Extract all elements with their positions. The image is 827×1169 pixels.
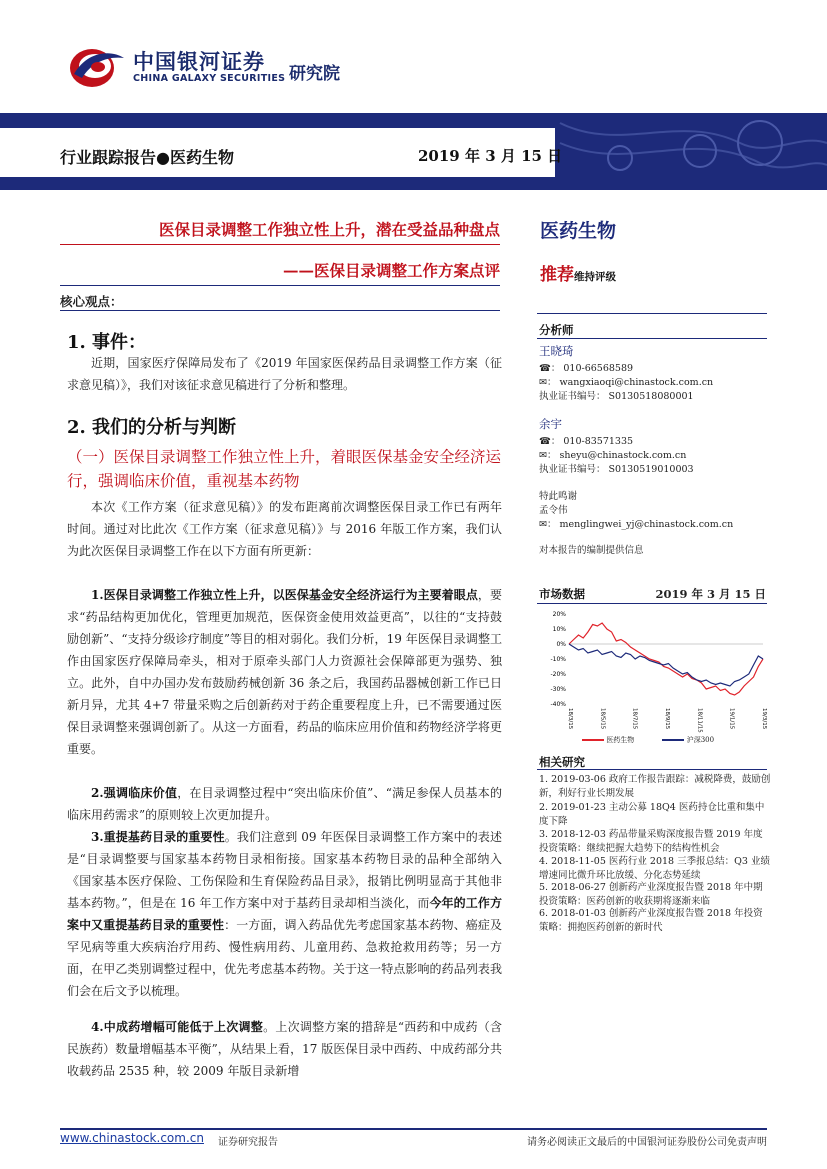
title-divider <box>60 244 500 245</box>
point-3-heading: 3.重提基药目录的重要性 <box>91 830 225 844</box>
x-tick-label: 18/9/15 <box>664 708 670 730</box>
footer-divider <box>60 1128 767 1130</box>
paragraph-point-2 <box>67 782 502 826</box>
analyst-1-name: 王晓琦 <box>539 344 574 358</box>
x-tick-label: 18/5/15 <box>599 708 606 730</box>
analyst-2-email[interactable]: ✉： sheyu@chinastock.com.cn <box>539 450 687 461</box>
point-2-heading: 2.强调临床价值 <box>91 786 178 800</box>
point-4-heading: 4.中成药增幅可能低于上次调整 <box>91 1020 264 1034</box>
section-2-subheading: （一）医保目录调整工作独立性上升，着眼医保基金安全经济运行，强调临床价值，重视基本药物 <box>67 448 502 490</box>
y-tick-label: 0% <box>556 641 566 648</box>
related-item[interactable]: 2. 2019-01-23 主动公募 18Q4 医药持仓比重和集中度下降 <box>539 802 765 827</box>
analyst-2-name: 余宇 <box>539 417 562 431</box>
x-tick-label: 18/3/15 <box>567 708 573 730</box>
related-divider <box>537 769 767 770</box>
related-item[interactable]: 4. 2018-11-05 医药行业 2018 三季报总结：Q3 业绩增速同比微升环比放缓、分化态势延续 <box>539 856 770 881</box>
paragraph-point-4 <box>67 1016 502 1082</box>
chart-legend <box>582 735 714 745</box>
x-tick-label: 18/7/15 <box>631 708 638 730</box>
point-1-heading: 1.医保目录调整工作独立性上升，以医保基金安全经济运行为主要着眼点 <box>91 588 478 602</box>
analyst-1-email[interactable]: ✉： wangxiaoqi@chinastock.com.cn <box>539 377 714 388</box>
sidebar-divider <box>537 313 767 314</box>
thanks-email[interactable]: ✉： menglingwei_yj@chinastock.com.cn <box>539 519 734 530</box>
x-tick-label: 19/3/15 <box>761 708 767 730</box>
disclaimer-note: 请务必阅读正文最后的中国银河证券股份公司免责声明 <box>527 1137 767 1148</box>
legend-label-medicine: 医药生物 <box>606 736 635 744</box>
point-3-emphasis: 今年的工作方案中又重提基药目录的重要性 <box>67 896 502 932</box>
institute-label: 研究院 <box>289 64 340 84</box>
core-views-label: 核心观点： <box>60 294 123 309</box>
analyst-heading: 分析师 <box>539 323 574 337</box>
point-4-text: 。上次调整方案的措辞是“西药和中成药（含民族药）数量增幅基本平衡”，从结果上看，17 版医保目录中西药、中成药部分共收载药品 2535 种，较 2009 年版目录新增 <box>67 1020 502 1078</box>
market-performance-chart <box>539 606 767 746</box>
subtitle-divider <box>60 285 500 286</box>
paragraph-point-3 <box>67 826 502 1002</box>
series-line-medicine <box>569 623 763 695</box>
market-data-date: 2019 年 3 月 15 日 <box>655 587 766 601</box>
related-research-heading: 相关研究 <box>539 755 585 769</box>
report-title: 医保目录调整工作独立性上升，潜在受益品种盘点 <box>158 220 500 239</box>
point-1-text: ，要求“药品结构更加优化，管理更加规范，医保资金使用效益更高”，以往的“支持鼓励创新”、“支持分级诊疗制度”等目的相对弱化。我们分析，19 年医保目录调整工作由国家医疗保障局牵头，相对于原牵头部门人力资源社会保障部更为强势、独立。此外，自中办国办发布鼓励药械创新 36 条之后，我国药品器械创新工作已日新月异，尤其 4+7 带量采购之后创新药对于药企重要程度上升，已不需要通过医保目录调整来强调创新了。从这一方面看，药品的临床应用价值和药物经济学将更重要。 <box>67 588 502 756</box>
footer-label: 证券研究报告 <box>218 1137 278 1148</box>
related-item[interactable]: 6. 2018-01-03 创新药产业深度报告暨 2018 年投资策略：拥抱医药创新的新时代 <box>539 908 763 933</box>
market-data-heading: 市场数据 <box>539 587 585 601</box>
report-date: 2019 年 3 月 15 日 <box>418 147 563 165</box>
legend-swatch-csi300 <box>662 739 684 741</box>
analyst-1-phone: ☎： 010-66568589 <box>539 363 634 374</box>
y-tick-label: 10% <box>552 626 566 633</box>
report-type: 行业跟踪报告●医药生物 <box>60 148 234 167</box>
analyst-2-cert: 执业证书编号： S0130519010003 <box>539 464 694 475</box>
thanks-label: 特此鸣谢 <box>539 491 578 502</box>
legend-swatch-medicine <box>582 739 604 741</box>
y-tick-label: -10% <box>550 656 566 663</box>
section-2-heading: 2. 我们的分析与判断 <box>67 417 237 438</box>
industry-label: 医药生物 <box>540 220 617 242</box>
series-line-csi300 <box>569 644 763 686</box>
y-tick-label: -20% <box>550 671 566 678</box>
y-tick-label: -30% <box>550 686 566 693</box>
analyst-1-cert: 执业证书编号： S0130518080001 <box>539 391 694 402</box>
related-item[interactable]: 3. 2018-12-03 药品带量采购深度报告暨 2019 年度投资策略：继续把握大趋势下的结构性机会 <box>539 829 763 854</box>
paragraph-intro: 本次《工作方案（征求意见稿）》的发布距离前次调整医保目录工作已有两年时间。通过对比此次《工作方案（征求意见稿）》与 2016 年版工作方案，我们认为此次医保目录调整工作在以下方面有所更新： <box>67 500 502 558</box>
thanks-note: 对本报告的编制提供信息 <box>539 545 644 556</box>
website-link[interactable]: www.chinastock.com.cn <box>60 1131 204 1145</box>
company-logo-icon <box>68 44 126 88</box>
analyst-2-phone: ☎： 010-83571335 <box>539 436 634 447</box>
analyst-divider <box>537 338 767 339</box>
rating-value: 推荐 <box>540 265 574 285</box>
report-subtitle: ——医保目录调整工作方案点评 <box>282 261 500 280</box>
paragraph-point-1 <box>67 584 502 760</box>
brand-name-cn: 中国银河证券 <box>133 50 265 74</box>
legend-label-csi300: 沪深300 <box>686 736 715 744</box>
rating <box>540 260 616 285</box>
related-item[interactable]: 1. 2019-03-06 政府工作报告跟踪：减税降费，鼓励创新，利好行业长期发展 <box>539 774 771 799</box>
brand-name-en: CHINA GALAXY SECURITIES <box>133 73 286 84</box>
thanks-name: 孟令伟 <box>539 505 568 516</box>
x-tick-label: 18/11/15 <box>696 708 703 733</box>
y-tick-label: -40% <box>550 701 566 708</box>
x-tick-label: 19/1/15 <box>728 708 735 730</box>
market-divider <box>537 603 767 604</box>
point-3-text-b: ：一方面，调入药品优先考虑国家基本药物、癌症及罕见病等重大疾病治疗用药、慢性病用药、儿童用药、急救抢救用药等；另一方面，在甲乙类别调整过程中，优先考虑基本药物。关于这一特点影响的药品列表我们会在后文予以梳理。 <box>67 918 502 998</box>
y-tick-label: 20% <box>552 611 566 618</box>
section-1-body: 近期，国家医疗保障局发布了《2019 年国家医保药品目录调整工作方案（征求意见稿）》，我们对该征求意见稿进行了分析和整理。 <box>67 356 502 392</box>
core-divider <box>60 310 500 311</box>
point-2-text: ，在目录调整过程中“突出临床价值”、“满足参保人员基本的临床用药需求”的原则较上次更加提升。 <box>67 786 502 822</box>
related-item[interactable]: 5. 2018-06-27 创新药产业深度报告暨 2018 年中期投资策略：医药创新的收获期将逐渐来临 <box>539 882 763 907</box>
point-3-text-a: 。我们注意到 09 年医保目录调整工作方案中的表述是“目录调整要与国家基本药物目录相衔接。国家基本药物目录的品种全部纳入《国家基本医疗保险、工伤保险和生育保险药品目录》，报销比例明显高于其他非基本药物。”，但是在 16 年工作方案中对于基药目录却相当淡化，而 <box>67 830 502 910</box>
section-1-heading: 1. 事件： <box>67 332 147 353</box>
rating-note: 维持评级 <box>574 271 616 283</box>
